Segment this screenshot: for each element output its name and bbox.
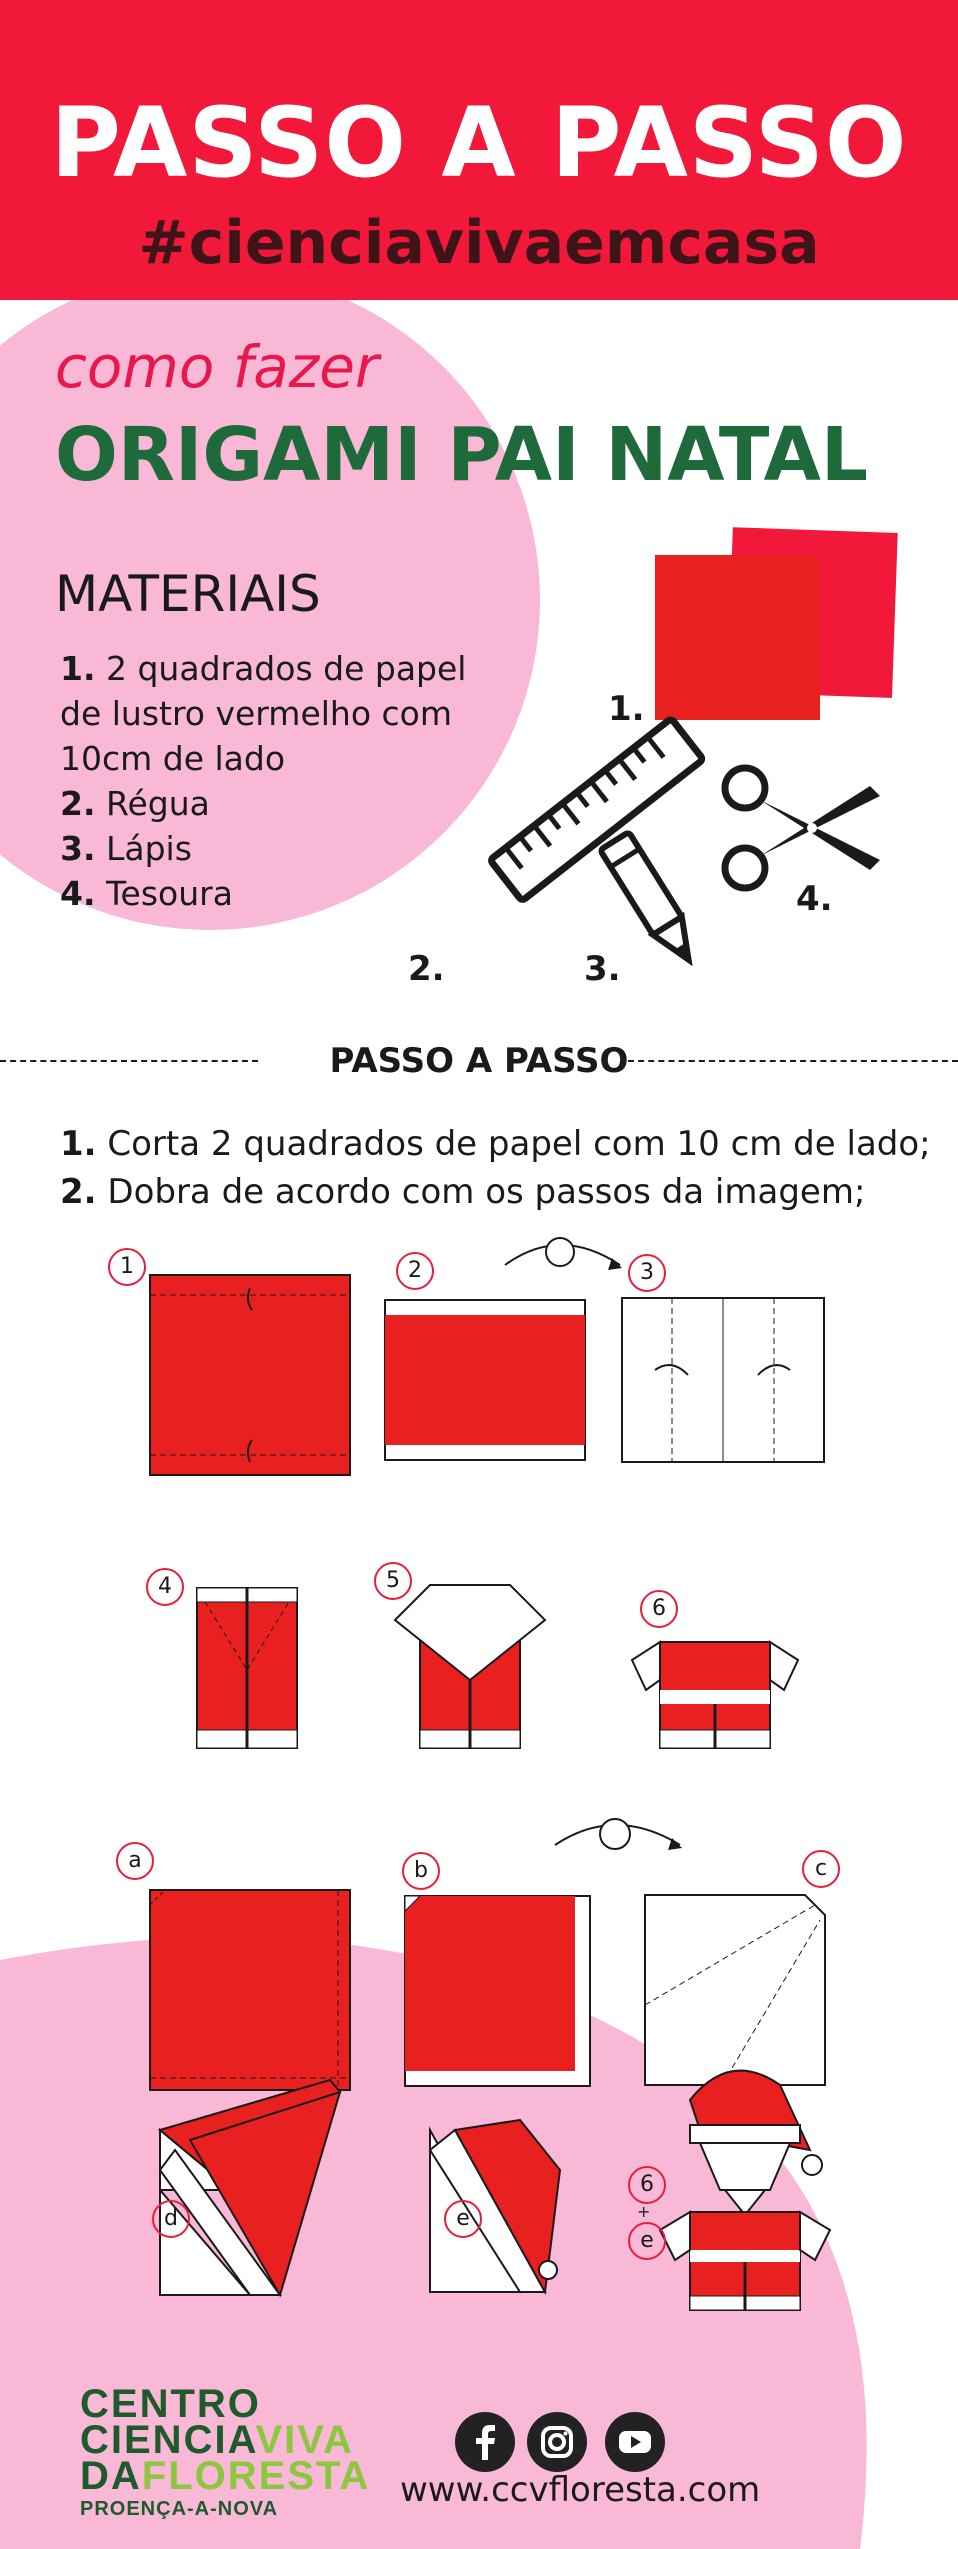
fold-step-2 xyxy=(385,1300,585,1460)
fold-step-d xyxy=(160,2080,340,2295)
ruler-icon xyxy=(490,718,703,901)
flip-arrow-icon xyxy=(505,1238,622,1270)
youtube-icon[interactable] xyxy=(605,2412,665,2472)
step-number-badge: 6 xyxy=(640,1590,678,1628)
step-item: 1. Corta 2 quadrados de papel com 10 cm de lado; xyxy=(60,1124,931,1164)
materials-item: 3. Lápis xyxy=(60,829,192,868)
svg-text:3.: 3. xyxy=(584,949,621,989)
steps-list xyxy=(60,1120,940,1216)
section-separator xyxy=(0,1036,958,1086)
step-number-badge: 5 xyxy=(374,1562,412,1600)
fold-step-5 xyxy=(395,1585,545,1748)
header-title: PASSO A PASSO xyxy=(50,87,908,199)
fold-step-3 xyxy=(622,1298,824,1462)
fold-step-4 xyxy=(197,1588,297,1748)
svg-text:4.: 4. xyxy=(796,879,833,919)
folding-diagram xyxy=(0,1230,958,2370)
ccv-logo: CENTRO CIENCIAVIVA DAFLORESTA PROENÇA-A-NOVA xyxy=(80,2382,371,2520)
fold-step-a xyxy=(150,1890,350,2090)
step-number-badge: d xyxy=(152,2200,190,2238)
materials-item: 2. Régua xyxy=(60,784,210,823)
step-number-badge: 6 xyxy=(628,2166,666,2204)
plus-sign: + xyxy=(637,2202,651,2221)
instagram-icon[interactable] xyxy=(527,2412,587,2472)
santa-result xyxy=(660,2071,830,2310)
flip-arrow-icon xyxy=(555,1819,682,1850)
materials-illustration xyxy=(380,510,920,1010)
step-item: 2. Dobra de acordo com os passos da imagem; xyxy=(60,1172,866,1212)
step-number-badge: e xyxy=(444,2200,482,2238)
step-number-badge: 1 xyxy=(108,1248,146,1286)
step-number-badge: b xyxy=(402,1852,440,1890)
fold-step-b xyxy=(405,1896,590,2086)
materials-item: 4. Tesoura xyxy=(60,874,233,913)
fold-step-1 xyxy=(150,1275,350,1475)
step-number-badge: c xyxy=(802,1850,840,1888)
red-paper-squares xyxy=(655,527,898,720)
header-banner xyxy=(0,0,958,300)
step-number-badge: e xyxy=(628,2222,666,2260)
svg-text:1.: 1. xyxy=(608,689,645,729)
fold-step-c xyxy=(645,1895,825,2085)
step-number-badge: 3 xyxy=(628,1254,666,1292)
step-number-badge: a xyxy=(116,1842,154,1880)
scissors-icon xyxy=(725,768,880,888)
main-title: ORIGAMI PAI NATAL xyxy=(55,412,868,498)
section-title: PASSO A PASSO xyxy=(329,1041,629,1081)
intro-text: como fazer xyxy=(55,333,379,401)
header-hashtag: #cienciavivaemcasa xyxy=(138,208,820,278)
step-number-badge: 2 xyxy=(396,1252,434,1290)
step-number-badge: 4 xyxy=(146,1568,184,1606)
website-link[interactable]: www.ccvfloresta.com xyxy=(400,2470,761,2510)
materials-title: MATERIAIS xyxy=(55,565,321,623)
materials-item: 1. 2 quadrados de papel de lustro vermelho com 10cm de lado xyxy=(60,649,467,778)
facebook-icon[interactable] xyxy=(455,2412,515,2472)
svg-text:2.: 2. xyxy=(408,949,445,989)
fold-step-6 xyxy=(632,1642,798,1748)
